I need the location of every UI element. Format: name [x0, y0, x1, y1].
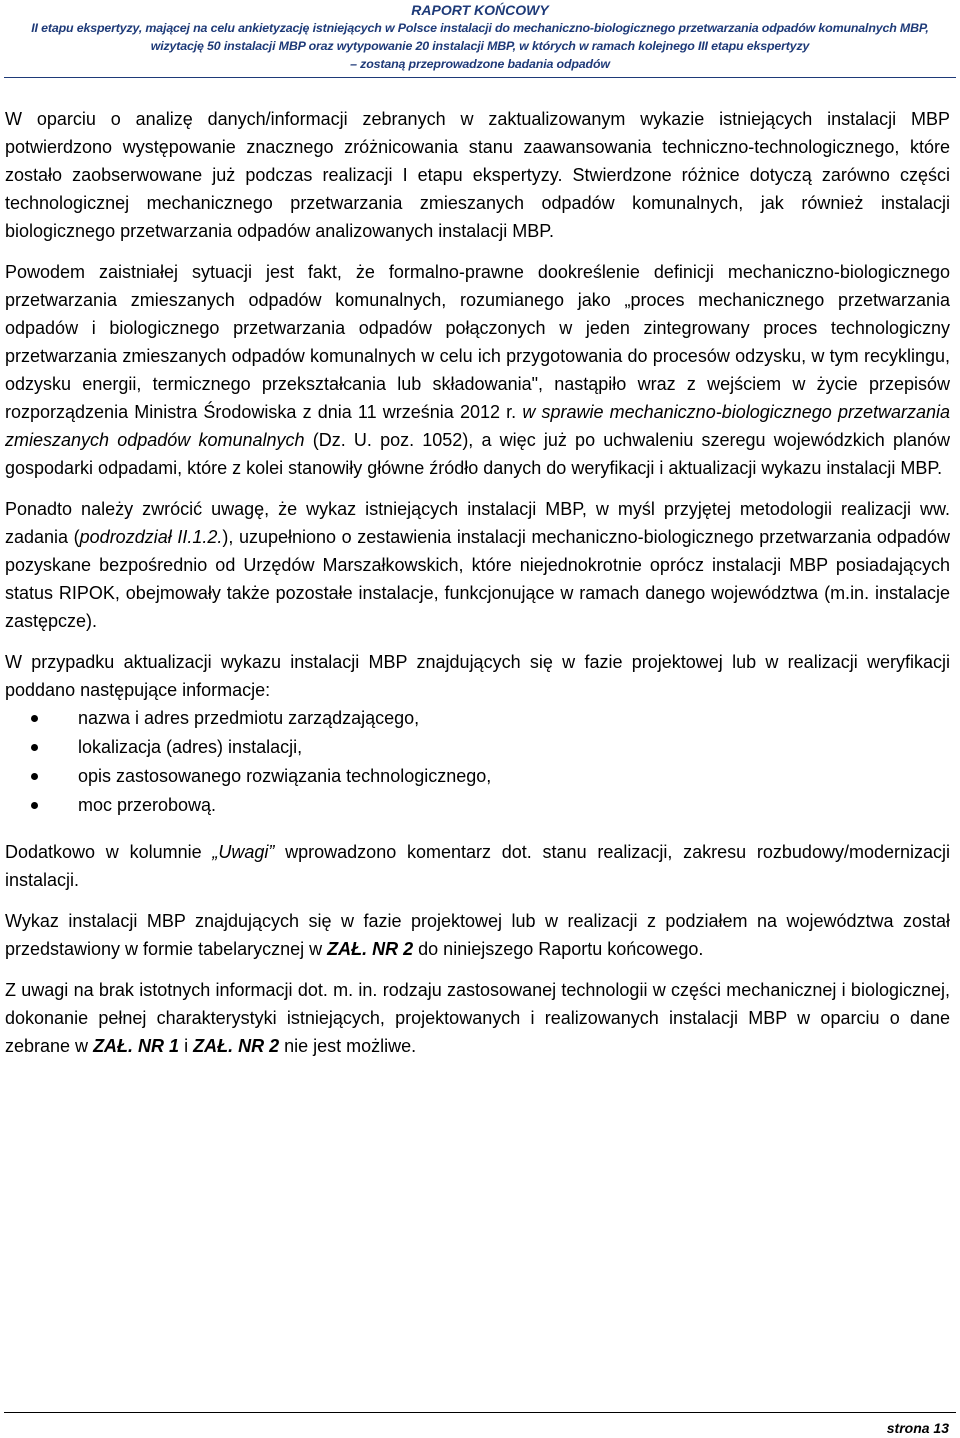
attachment-reference: ZAŁ. NR 1 — [93, 1036, 180, 1056]
bullet-icon — [31, 773, 38, 780]
document-body — [5, 105, 950, 1073]
paragraph-6-text-b: do niniejszego Raportu końcowego. — [413, 939, 704, 959]
paragraph-5-text-a: Dodatkowo w kolumnie — [5, 842, 213, 862]
paragraph-3 — [5, 495, 950, 635]
page-number: strona 13 — [886, 1420, 949, 1436]
report-subtitle-line-1: II etapu ekspertyzy, mającej na celu ankietyzację istniejących w Polsce instalacji do mechaniczno-biologicznego przetwarzania odpadów komunalnych MBP, — [31, 21, 929, 35]
verified-info-list — [5, 704, 950, 820]
paragraph-2-text-a: Powodem zaistniałej sytuacji jest fakt, że formalno-prawne dookreślenie definicji mechaniczno-biologicznego przetwarzania zmieszanych odpadów komunalnych, rozumianego jako „proces mechanicznego przetwarzania odpadów i biologicznego przetwarzania odpadów połączonych w jeden zintegrowany proces technologiczny przetwarzania zmieszanych odpadów komunalnych w celu ich przygotowania do procesów odzysku, w tym recyklingu, odzysku energii, termicznego przekształcania lub składowania", nastąpiło wraz z wejściem w życie przepisów rozporządzenia Ministra Środowiska z dnia 11 września 2012 r. — [5, 262, 950, 422]
report-header — [0, 0, 960, 70]
paragraph-5 — [5, 838, 950, 894]
list-item-text: moc przerobową. — [78, 795, 217, 815]
footer-divider — [4, 1412, 956, 1413]
header-divider — [4, 77, 956, 78]
list-item — [5, 704, 950, 733]
list-item — [5, 733, 950, 762]
list-item-text: nazwa i adres przedmiotu zarządzającego, — [78, 708, 420, 728]
paragraph-2-text-b: (Dz. U. poz. 1052), a więc już po uchwaleniu szeregu wojewódzkich planów gospodarki odpadami, które z kolei stanowiły główne źródło danych do weryfikacji i aktualizacji wykazu instalacji MBP. — [5, 430, 950, 478]
bullet-icon — [31, 744, 38, 751]
report-subtitle-line-3: – zostaną przeprowadzone badania odpadów — [350, 57, 610, 71]
report-title: RAPORT KOŃCOWY — [411, 2, 549, 18]
paragraph-6-text-a: Wykaz instalacji MBP znajdujących się w fazie projektowej lub w realizacji z podziałem na województwa został przedstawiony w formie tabelarycznej w — [5, 911, 950, 959]
bullet-icon — [31, 715, 38, 722]
paragraph-5-text-b: wprowadzono komentarz dot. stanu realizacji, zakresu rozbudowy/modernizacji instalacji. — [5, 842, 950, 890]
report-subtitle-line-2: wizytację 50 instalacji MBP oraz wytypowanie 20 instalacji MBP, w których w ramach kolejnego III etapu ekspertyzy — [150, 39, 810, 53]
list-item-text: lokalizacja (adres) instalacji, — [78, 737, 303, 757]
paragraph-1: W oparciu o analizę danych/informacji zebranych w zaktualizowanym wykazie istniejących instalacji MBP potwierdzono występowanie znacznego zróżnicowania stanu zaawansowania techniczno-technologicznego, które zostało zaobserwowane już podczas realizacji I etapu ekspertyzy. Stwierdzone różnice dotyczą zarówno części technologicznej mechanicznego przetwarzania zmieszanych odpadów komunalnych, jak również instalacji biologicznego przetwarzania odpadów analizowanych instalacji MBP. — [5, 109, 950, 241]
attachment-reference: ZAŁ. NR 2 — [193, 1036, 280, 1056]
column-name: „Uwagi” — [212, 842, 275, 862]
paragraph-2 — [5, 258, 950, 482]
subsection-reference: podrozdział II.1.2. — [79, 527, 223, 547]
list-item — [5, 762, 950, 791]
paragraph-6 — [5, 907, 950, 963]
paragraph-7-text-b: nie jest możliwe. — [279, 1036, 417, 1056]
list-item-text: opis zastosowanego rozwiązania technologicznego, — [78, 766, 492, 786]
paragraph-7-text-mid: i — [179, 1036, 194, 1056]
attachment-reference: ZAŁ. NR 2 — [327, 939, 414, 959]
paragraph-3-text-b: ), uzupełniono o zestawienia instalacji mechaniczno-biologicznego przetwarzania odpadów pozyskane bezpośrednio od Urzędów Marszałkowskich, które niejednokrotnie oprócz instalacji MBP posiadających status RIPOK, obejmowały także pozostałe instalacje, funkcjonujące w ramach danego województwa (m.in. instalacje zastępcze). — [5, 527, 950, 631]
paragraph-4: W przypadku aktualizacji wykazu instalacji MBP znajdujących się w fazie projektowej lub w realizacji weryfikacji poddano następujące informacje: — [5, 652, 950, 700]
paragraph-7-text-a: Z uwagi na brak istotnych informacji dot. m. in. rodzaju zastosowanej technologii w części mechanicznej i biologicznej, dokonanie pełnej charakterystyki istniejących, projektowanych i realizowanych instalacji MBP w oparciu o dane zebrane w — [5, 980, 950, 1056]
paragraph-7 — [5, 976, 950, 1060]
list-item — [5, 791, 950, 820]
paragraph-3-text-a: Ponadto należy zwrócić uwagę, że wykaz istniejących instalacji MBP, w myśl przyjętej metodologii realizacji ww. zadania ( — [5, 499, 950, 547]
bullet-icon — [31, 802, 38, 809]
regulation-title: w sprawie mechaniczno-biologicznego przetwarzania zmieszanych odpadów komunalnych — [5, 402, 950, 450]
